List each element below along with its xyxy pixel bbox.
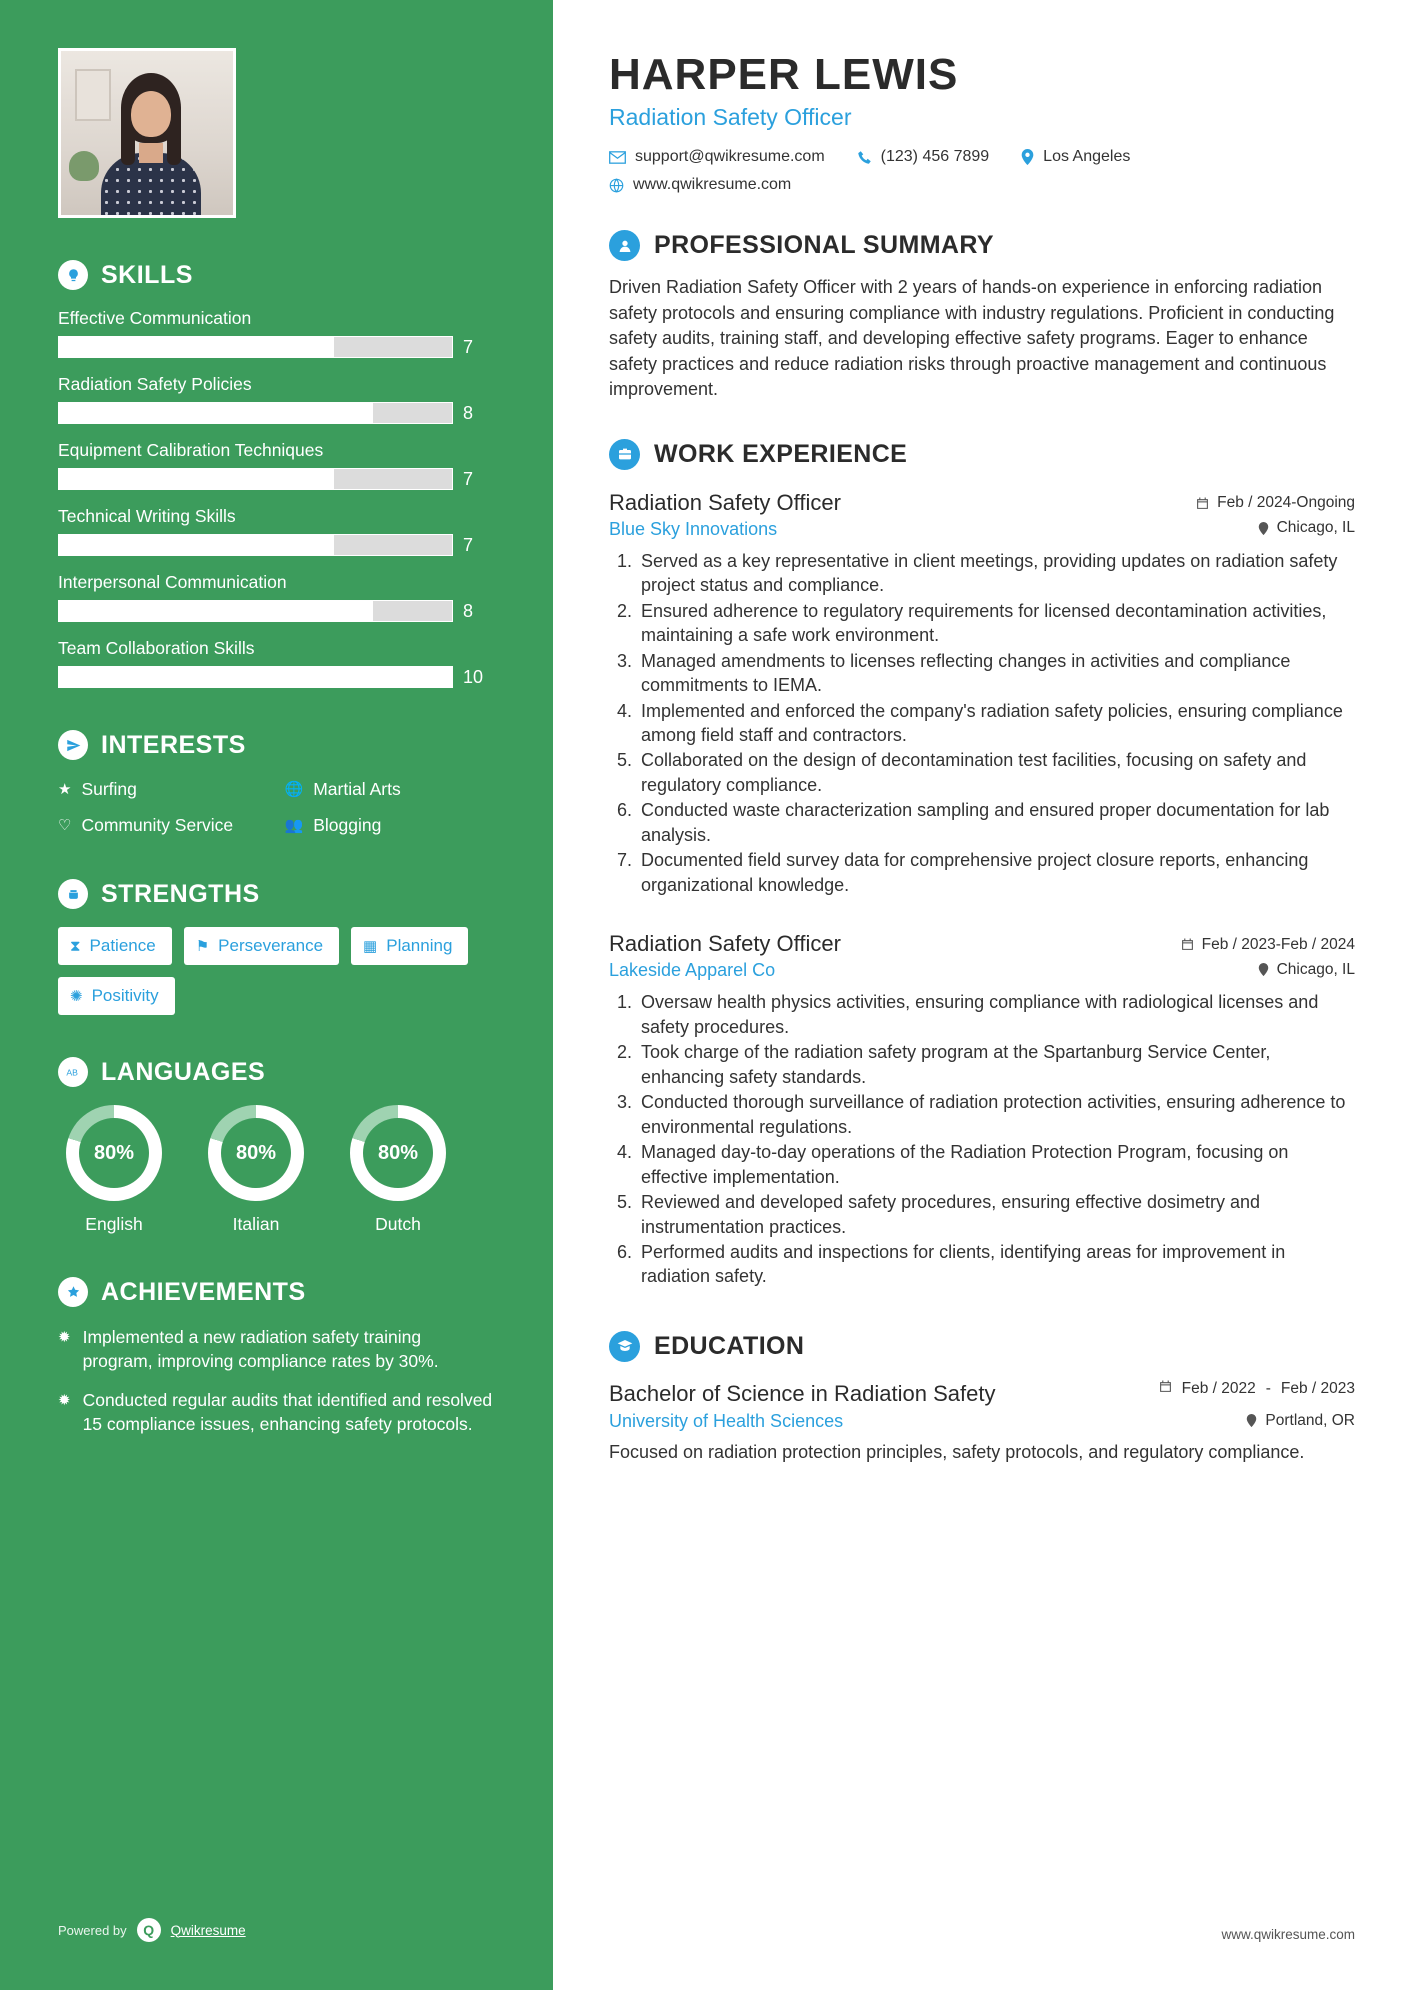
job-bullet: 1. Served as a key representative in client meetings, providing updates on radiation safety project status and compliance. [637, 549, 1355, 598]
map-pin-icon [1258, 963, 1269, 976]
skill-value: 7 [463, 336, 474, 357]
page-title: HARPER LEWIS [609, 50, 959, 99]
interest-label: Martial Arts [313, 779, 401, 799]
briefcase-icon [609, 439, 640, 470]
job-date-text: Feb / 2023-Feb / 2024 [1201, 935, 1355, 953]
contact-website[interactable] [609, 176, 791, 194]
skill-label: Radiation Safety Policies [58, 374, 252, 394]
skill-value: 8 [463, 600, 474, 621]
achievements-heading: ACHIEVEMENTS [101, 1277, 306, 1306]
language-progress-ring [208, 1105, 304, 1201]
job-bullet: 4. Managed day-to-day operations of the Radiation Protection Program, focusing on effective implementation. [637, 1140, 1355, 1189]
language-progress-ring [350, 1105, 446, 1201]
achievement-text: Conducted regular audits that identified and resolved 15 compliance issues, enhancing safety protocols. [82, 1389, 493, 1434]
skill-row [58, 402, 495, 424]
job-bullet: 1. Oversaw health physics activities, ensuring compliance with radiological licenses and safety procedures. [637, 990, 1355, 1039]
job-title: Radiation Safety Officer [609, 489, 841, 515]
ribbon-star-icon: ✹ [58, 1391, 71, 1409]
ribbon-star-icon: ✹ [58, 1329, 71, 1347]
skills-section-header [58, 260, 495, 290]
language-name: English [85, 1214, 143, 1235]
job-company: Lakeside Apparel Co [609, 960, 776, 981]
interest-label: Community Service [81, 814, 234, 835]
education-date-separator: - [1265, 1379, 1271, 1397]
skill-bar [58, 666, 453, 688]
education-dates [1159, 1380, 1355, 1399]
strengths-section-header [58, 879, 495, 909]
job-bullet: 2. Ensured adherence to regulatory requirements for licensed decontamination activities, maintaining a safe work environment. [637, 599, 1355, 648]
job-location-text: Chicago, IL [1276, 960, 1355, 978]
fist-icon [58, 879, 88, 909]
skill-row [58, 336, 495, 358]
education-section-header [609, 1331, 1355, 1362]
footer-website: www.qwikresume.com [1221, 1927, 1355, 1942]
calendar-icon [1196, 497, 1209, 510]
calendar-icon: ▦ [363, 938, 378, 956]
job-bullet: 5. Collaborated on the design of decontamination test facilities, focusing on safety and regulatory compliance. [637, 748, 1355, 797]
interests-section-header [58, 730, 495, 760]
globe-icon [609, 178, 624, 193]
job-bullet: 2. Took charge of the radiation safety program at the Spartanburg Service Center, enhancing safety standards. [637, 1040, 1355, 1089]
education-location [1246, 1412, 1355, 1430]
job-bullets [637, 990, 1355, 1289]
language-name: Italian [232, 1214, 280, 1235]
skill-label: Team Collaboration Skills [58, 638, 255, 658]
language-percent: 80% [79, 1118, 149, 1188]
map-pin-icon [1246, 1414, 1257, 1427]
phone-icon [857, 150, 872, 165]
strength-item [58, 977, 175, 1015]
job-bullets [637, 549, 1355, 898]
achievement-item [58, 1388, 495, 1436]
job-company: Blue Sky Innovations [609, 518, 778, 539]
education-start-date: Feb / 2022 [1181, 1379, 1256, 1397]
job-location [1258, 961, 1355, 979]
skill-value: 10 [463, 666, 484, 687]
job-bullet: 6. Conducted waste characterization sampling and ensured proper documentation for lab analysis. [637, 798, 1355, 847]
interest-item [285, 814, 496, 838]
interests-heading: INTERESTS [101, 730, 246, 759]
job-date [1196, 494, 1355, 512]
avatar [58, 48, 236, 218]
job-bullet: 3. Managed amendments to licenses reflecting changes in activities and compliance commitments to IEMA. [637, 649, 1355, 698]
skills-list [58, 308, 495, 688]
summary-section-header [609, 230, 1355, 261]
skill-bar [58, 336, 453, 358]
skill-row [58, 534, 495, 556]
strengths-list [58, 927, 495, 1015]
contact-website-text: www.qwikresume.com [633, 176, 792, 193]
contact-phone-text: (123) 456 7899 [880, 148, 990, 165]
strength-item [184, 927, 339, 965]
skill-value: 8 [463, 402, 474, 423]
star-icon: ★ [58, 781, 72, 798]
interest-label: Surfing [81, 779, 137, 799]
job-bullet: 5. Reviewed and developed safety procedures, ensuring effective dosimetry and instrumentation practices. [637, 1190, 1355, 1239]
interest-item [285, 778, 496, 802]
achievements-list [58, 1325, 495, 1436]
experience-entry [609, 931, 1355, 1289]
achievement-item [58, 1325, 495, 1373]
lightbulb-icon [58, 260, 88, 290]
qwikresume-logo-icon: Q [137, 1918, 161, 1942]
skill-row [58, 600, 495, 622]
website-row [609, 176, 1355, 194]
experience-entry [609, 490, 1355, 898]
education-description: Focused on radiation protection principles, safety protocols, and regulatory compliance. [609, 1442, 1305, 1463]
strength-label: Planning [386, 936, 453, 956]
experience-section-header [609, 439, 1355, 470]
location-icon [1021, 149, 1034, 165]
strength-item [58, 927, 172, 965]
language-item [58, 1105, 170, 1235]
calendar-icon [1181, 938, 1194, 951]
gear-icon: ✺ [70, 988, 83, 1006]
svg-text:AB: AB [66, 1067, 78, 1078]
achievements-section-header [58, 1277, 495, 1307]
education-end-date: Feb / 2023 [1280, 1379, 1355, 1397]
skill-bar [58, 402, 453, 424]
heart-icon: ♡ [58, 816, 72, 834]
person-circle-icon [609, 230, 640, 261]
education-heading: EDUCATION [654, 1331, 805, 1360]
strength-item [351, 927, 468, 965]
job-role-subtitle: Radiation Safety Officer [609, 104, 852, 130]
skills-heading: SKILLS [101, 260, 193, 289]
language-progress-ring [66, 1105, 162, 1201]
sidebar-footer [58, 1918, 246, 1942]
language-item [342, 1105, 454, 1235]
summary-text: Driven Radiation Safety Officer with 2 years of hands-on experience in enforcing radiation safety protocols and ensuring compliance with industry regulations. Proficient in conducting safety audits, training staff, and developing effective safety programs. Eager to enhance safety practices and reduce radiation risks through proactive management and continuous improvement. [609, 277, 1335, 400]
calendar-icon [1159, 1380, 1172, 1393]
job-bullet: 3. Conducted thorough surveillance of radiation protection activities, ensuring adherence to environmental regulations. [637, 1090, 1355, 1139]
skill-value: 7 [463, 468, 474, 489]
skill-bar [58, 534, 453, 556]
job-location [1258, 519, 1355, 537]
people-icon: 👥 [284, 816, 304, 834]
interest-item [58, 778, 269, 802]
badge-star-icon [58, 1277, 88, 1307]
contact-phone[interactable] [857, 148, 990, 166]
job-location-text: Chicago, IL [1276, 519, 1355, 537]
graduation-icon [609, 1331, 640, 1362]
strength-label: Perseverance [218, 936, 324, 956]
hourglass-icon: ⧗ [70, 937, 81, 955]
flag-icon: ⚑ [195, 938, 210, 956]
strength-label: Patience [89, 936, 156, 956]
strengths-heading: STRENGTHS [101, 879, 260, 908]
education-location-text: Portland, OR [1265, 1411, 1355, 1429]
job-bullet: 7. Documented field survey data for comprehensive project closure reports, enhancing organizational knowledge. [637, 848, 1355, 897]
skill-label: Equipment Calibration Techniques [58, 440, 324, 460]
skill-label: Technical Writing Skills [58, 506, 236, 526]
languages-section-header [58, 1057, 495, 1087]
job-bullet: 4. Implemented and enforced the company's radiation safety policies, ensuring compliance among field staff and contractors. [637, 699, 1355, 748]
skill-bar [58, 600, 453, 622]
email-icon [609, 151, 626, 164]
job-date [1181, 936, 1355, 954]
language-name: Dutch [375, 1214, 421, 1235]
paper-plane-icon [58, 730, 88, 760]
education-entry [609, 1380, 1355, 1466]
interest-item [58, 814, 269, 838]
contact-row [609, 148, 1355, 166]
skill-label: Effective Communication [58, 308, 252, 328]
interest-label: Blogging [313, 814, 382, 835]
globe-icon: 🌐 [284, 781, 304, 798]
experience-heading: WORK EXPERIENCE [654, 439, 908, 468]
language-percent: 80% [221, 1118, 291, 1188]
job-bullet: 6. Performed audits and inspections for clients, identifying areas for improvement in radiation safety. [637, 1240, 1355, 1289]
language-percent: 80% [363, 1118, 433, 1188]
languages-list [58, 1105, 495, 1235]
languages-heading: LANGUAGES [101, 1057, 266, 1086]
map-pin-icon [1258, 522, 1269, 535]
powered-by-label: Powered by [58, 1922, 127, 1938]
education-school: University of Health Sciences [609, 1411, 844, 1432]
qwikresume-brand-link[interactable]: Qwikresume [170, 1922, 246, 1938]
contact-email[interactable] [609, 148, 825, 166]
job-date-text: Feb / 2024-Ongoing [1217, 494, 1355, 512]
contact-location [1021, 148, 1130, 166]
summary-heading: PROFESSIONAL SUMMARY [654, 231, 994, 259]
contact-location-text: Los Angeles [1043, 148, 1131, 165]
contact-email-text: support@qwikresume.com [635, 148, 825, 165]
job-title: Radiation Safety Officer [609, 931, 841, 957]
skill-label: Interpersonal Communication [58, 572, 287, 592]
skill-value: 7 [463, 534, 474, 555]
main-content [553, 0, 1407, 1990]
skill-row [58, 468, 495, 490]
strength-label: Positivity [91, 986, 159, 1006]
language-item [200, 1105, 312, 1235]
sidebar [0, 0, 553, 1990]
education-title: Bachelor of Science in Radiation Safety [609, 1380, 996, 1406]
achievement-text: Implemented a new radiation safety training program, improving compliance rates by 30%. [82, 1327, 439, 1372]
skill-row [58, 666, 495, 688]
interests-list [58, 778, 495, 837]
skill-bar [58, 468, 453, 490]
ab-translate-icon [58, 1057, 88, 1087]
